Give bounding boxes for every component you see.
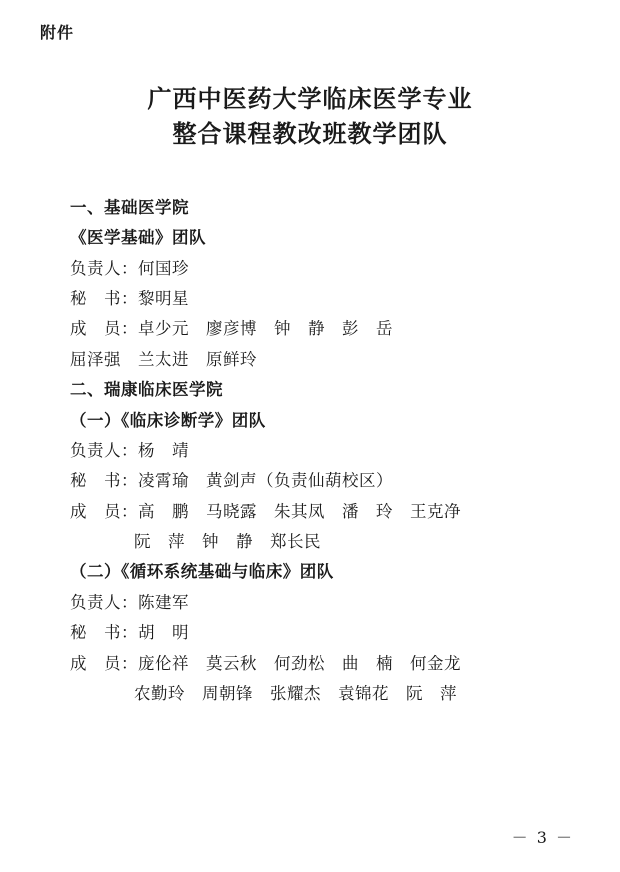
- group-line: 成 员：庞伦祥 莫云秋 何劲松 曲 楠 何金龙: [70, 653, 461, 673]
- document-body: [38, 194, 582, 708]
- page-number: － 3 －: [511, 828, 574, 847]
- section-heading: 二、瑞康临床医学院: [70, 380, 223, 400]
- group-title: （一）《临床诊断学》团队: [70, 410, 266, 430]
- page-title-line-2: 整合课程教改班教学团队: [172, 119, 448, 149]
- group-line: 秘 书：胡 明: [70, 623, 189, 643]
- group-line: 秘 书：凌霄瑜 黄剑声（负责仙葫校区）: [70, 471, 393, 491]
- group-line: 秘 书：黎明星: [70, 289, 189, 309]
- group-line: 成 员：卓少元 廖彦博 钟 静 彭 岳: [70, 319, 393, 339]
- page-title: [38, 82, 582, 152]
- group-line: 负责人：杨 靖: [70, 440, 189, 460]
- group-line: 屈泽强 兰太进 原鲜玲: [70, 349, 257, 369]
- group-title: 《医学基础》团队: [70, 228, 206, 248]
- group-line: 成 员：高 鹏 马晓露 朱其凤 潘 玲 王克净: [70, 501, 461, 521]
- section-heading: 一、基础医学院: [70, 197, 189, 217]
- group-line: 负责人：陈建军: [70, 592, 189, 612]
- page-title-line-1: 广西中医药大学临床医学专业: [147, 84, 473, 114]
- group-line: 负责人：何国珍: [70, 258, 189, 278]
- group-title: （二）《循环系统基础与临床》团队: [70, 562, 334, 582]
- attachment-label: 附件: [40, 23, 75, 42]
- group-line-continued: 农勤玲 周朝锋 张耀杰 袁锦花 阮 萍: [134, 683, 457, 703]
- group-line-continued: 阮 萍 钟 静 郑长民: [134, 532, 321, 552]
